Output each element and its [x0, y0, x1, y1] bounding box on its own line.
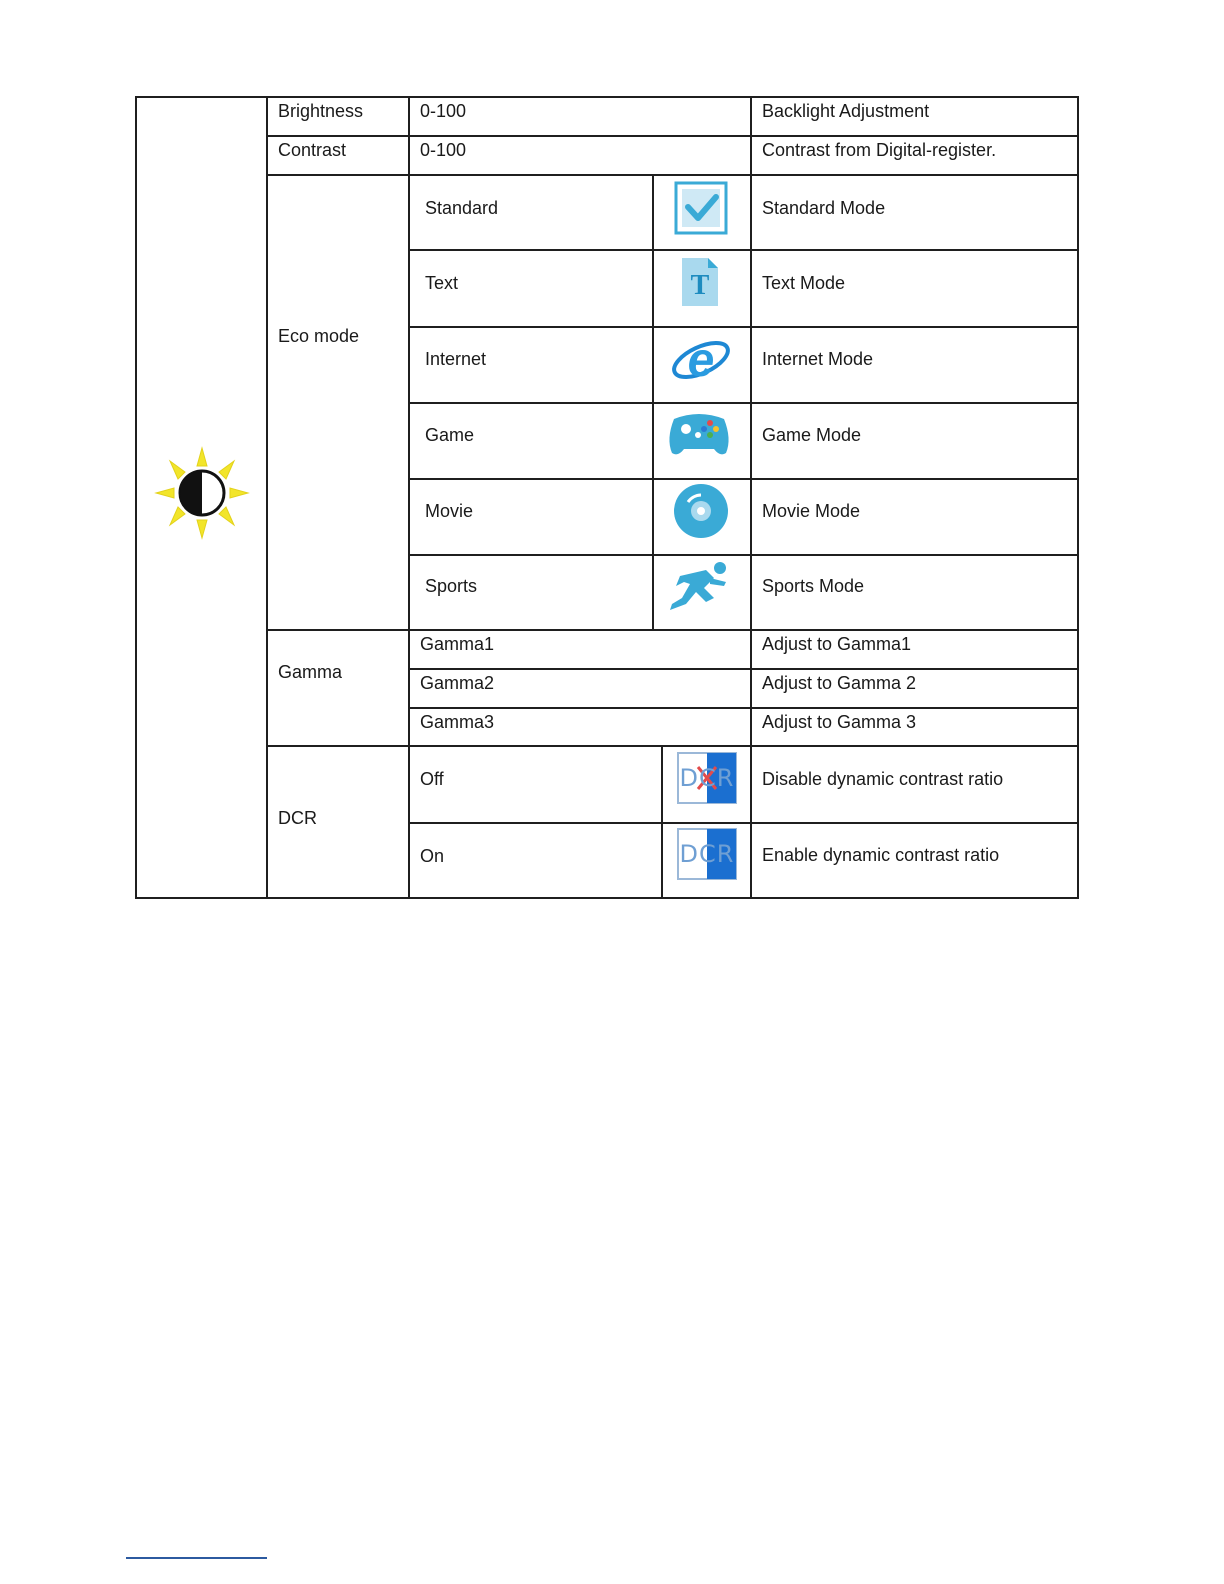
row-divider: [267, 135, 1078, 137]
footnote-rule: [126, 1557, 267, 1559]
icon-column-divider: [652, 174, 654, 630]
gamma-label: Gamma: [278, 662, 343, 682]
table-border-top: [135, 96, 1078, 98]
running-person-icon: [666, 558, 732, 616]
eco-option-description: Sports Mode: [762, 576, 865, 596]
dcr-on-icon: [676, 827, 738, 881]
eco-option-name: Internet: [425, 349, 487, 369]
row-divider: [408, 326, 1078, 328]
eco-option-name: Game: [425, 425, 475, 445]
checkbox-check-icon: [673, 180, 729, 236]
row-divider: [267, 629, 1078, 631]
gamepad-icon: [666, 405, 732, 459]
dcr-label: DCR: [278, 808, 317, 828]
eco-option-name: Standard: [425, 198, 499, 218]
eco-option-name: Text: [425, 273, 459, 293]
dcr-option-description: Disable dynamic contrast ratio: [762, 769, 1004, 789]
contrast-range: 0-100: [420, 140, 467, 160]
svg-text:T: T: [690, 270, 710, 301]
eco-option-name: Movie: [425, 501, 474, 521]
row-divider: [267, 745, 1078, 747]
brightness-label: Brightness: [278, 101, 364, 121]
eco-mode-label: Eco mode: [278, 326, 360, 346]
icon-column-divider: [661, 745, 663, 899]
row-divider: [408, 822, 1078, 824]
internet-explorer-icon: [670, 328, 732, 388]
brightness-range: 0-100: [420, 101, 467, 121]
contrast-label: Contrast: [278, 140, 347, 160]
eco-option-description: Game Mode: [762, 425, 862, 445]
dcr-option-name: Off: [420, 769, 444, 789]
eco-option-description: Movie Mode: [762, 501, 861, 521]
table-border-left: [135, 96, 137, 899]
table-border-bottom: [135, 897, 1078, 899]
row-divider: [408, 249, 1078, 251]
row-divider: [267, 174, 1078, 176]
gamma-option-description: Adjust to Gamma 3: [762, 712, 917, 732]
eco-option-description: Standard Mode: [762, 198, 886, 218]
column-divider: [750, 96, 752, 899]
dcr-option-name: On: [420, 846, 445, 866]
dcr-option-description: Enable dynamic contrast ratio: [762, 845, 1000, 865]
text-document-icon: [676, 254, 724, 310]
row-divider: [408, 707, 1078, 709]
svg-text:e: e: [687, 334, 715, 387]
row-divider: [408, 478, 1078, 480]
disc-icon: [672, 482, 730, 540]
dcr-off-icon: [676, 751, 738, 805]
gamma-option-name: Gamma1: [420, 634, 495, 654]
dcr-on-icon-text: DCR: [679, 840, 735, 868]
column-divider: [266, 96, 268, 899]
row-divider: [408, 402, 1078, 404]
row-divider: [408, 554, 1078, 556]
gamma-option-name: Gamma2: [420, 673, 495, 693]
gamma-option-description: Adjust to Gamma 2: [762, 673, 917, 693]
brightness-description: Backlight Adjustment: [762, 101, 930, 121]
row-divider: [408, 668, 1078, 670]
column-divider: [408, 96, 410, 899]
brightness-contrast-icon: [154, 446, 250, 540]
gamma-option-description: Adjust to Gamma1: [762, 634, 912, 654]
contrast-description: Contrast from Digital-register.: [762, 140, 997, 160]
eco-option-name: Sports: [425, 576, 478, 596]
dcr-off-icon-text: DCR: [679, 764, 735, 792]
gamma-option-name: Gamma3: [420, 712, 495, 732]
table-border-right: [1077, 96, 1079, 899]
eco-option-description: Text Mode: [762, 273, 846, 293]
eco-option-description: Internet Mode: [762, 349, 874, 369]
